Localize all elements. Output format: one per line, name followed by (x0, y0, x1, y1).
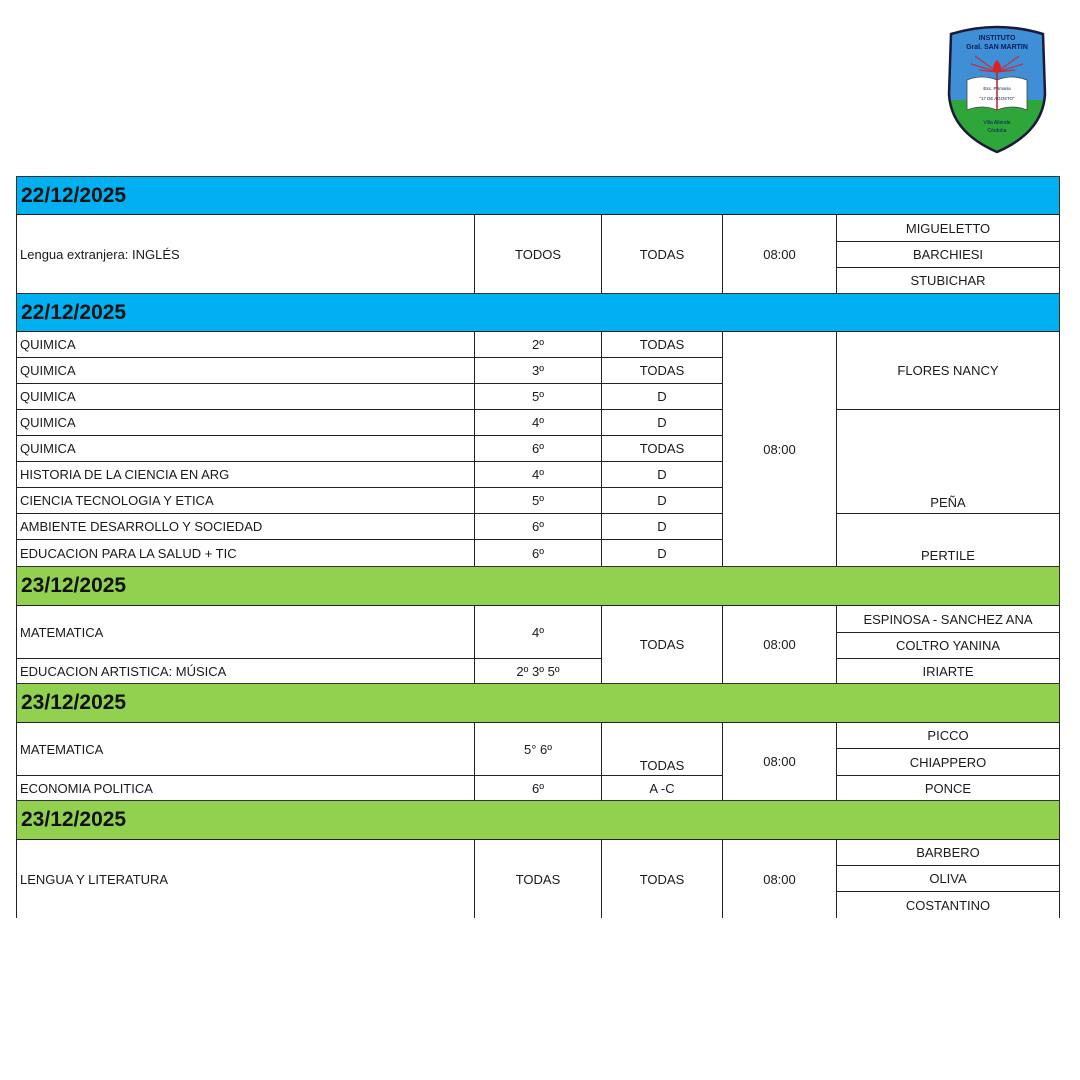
course-cell: TODAS (474, 839, 602, 918)
teacher-cell: COLTRO YANINA (836, 632, 1060, 659)
course-cell: 2º (474, 331, 602, 358)
division-cell: TODAS (601, 357, 723, 384)
time-cell: 08:00 (722, 331, 837, 567)
teacher-cell: PERTILE (836, 513, 1060, 567)
teacher-cell: BARBERO (836, 839, 1060, 866)
course-cell: 4º (474, 605, 602, 659)
teacher-cell: PONCE (836, 775, 1060, 801)
course-cell: 4º (474, 461, 602, 488)
division-cell: TODAS (601, 839, 723, 918)
course-cell: 6º (474, 775, 602, 801)
subject-cell: ECONOMIA POLITICA (16, 775, 475, 801)
subject-cell: CIENCIA TECNOLOGIA Y ETICA (16, 487, 475, 514)
subject-cell: AMBIENTE DESARROLLO Y SOCIEDAD (16, 513, 475, 540)
subject-cell: HISTORIA DE LA CIENCIA EN ARG (16, 461, 475, 488)
date-header: 22/12/2025 (16, 176, 1060, 215)
course-cell: 6º (474, 435, 602, 462)
subject-cell: QUIMICA (16, 357, 475, 384)
time-cell: 08:00 (722, 722, 837, 801)
teacher-cell: COSTANTINO (836, 891, 1060, 918)
division-cell: TODAS (601, 214, 723, 294)
school-crest-logo (945, 24, 1049, 154)
subject-cell: MATEMATICA (16, 722, 475, 776)
division-cell: TODAS (601, 722, 723, 776)
date-header: 23/12/2025 (16, 566, 1060, 606)
division-cell: D (601, 461, 723, 488)
subject-cell: EDUCACION ARTISTICA: MÚSICA (16, 658, 475, 684)
teacher-cell: STUBICHAR (836, 267, 1060, 294)
course-cell: 4º (474, 409, 602, 436)
teacher-cell: CHIAPPERO (836, 748, 1060, 776)
division-cell: TODAS (601, 435, 723, 462)
division-cell: D (601, 487, 723, 514)
date-header: 23/12/2025 (16, 800, 1060, 840)
teacher-cell: MIGUELETTO (836, 214, 1060, 242)
crest-text-line1: INSTITUTO (978, 35, 1016, 42)
teacher-cell: FLORES NANCY (836, 331, 1060, 410)
crest-book-line2: "17 DE AGOSTO" (979, 96, 1015, 101)
course-cell: 5º (474, 487, 602, 514)
division-cell: D (601, 539, 723, 567)
division-cell: TODAS (601, 331, 723, 358)
course-cell: 6º (474, 513, 602, 540)
division-cell: D (601, 383, 723, 410)
crest-bottom-line2: Córdoba (987, 128, 1007, 134)
subject-cell: LENGUA Y LITERATURA (16, 839, 475, 918)
subject-cell: QUIMICA (16, 331, 475, 358)
subject-cell: QUIMICA (16, 409, 475, 436)
course-cell: 3º (474, 357, 602, 384)
subject-cell: EDUCACION PARA LA SALUD + TIC (16, 539, 475, 567)
subject-cell: QUIMICA (16, 383, 475, 410)
course-cell: 6º (474, 539, 602, 567)
division-cell: D (601, 409, 723, 436)
time-cell: 08:00 (722, 214, 837, 294)
time-cell: 08:00 (722, 839, 837, 918)
subject-cell: MATEMATICA (16, 605, 475, 659)
teacher-cell: OLIVA (836, 865, 1060, 892)
date-header: 22/12/2025 (16, 293, 1060, 332)
crest-text-line2: Gral. SAN MARTIN (966, 44, 1028, 51)
division-cell: TODAS (601, 605, 723, 684)
course-cell: 5º (474, 383, 602, 410)
date-header: 23/12/2025 (16, 683, 1060, 723)
subject-cell: Lengua extranjera: INGLÉS (16, 214, 475, 294)
division-cell: A -C (601, 775, 723, 801)
division-cell: D (601, 513, 723, 540)
course-cell: 2º 3º 5º (474, 658, 602, 684)
teacher-cell: PICCO (836, 722, 1060, 749)
teacher-cell: IRIARTE (836, 658, 1060, 684)
subject-cell: QUIMICA (16, 435, 475, 462)
time-cell: 08:00 (722, 605, 837, 684)
course-cell: TODOS (474, 214, 602, 294)
crest-bottom-line1: Villa Allende (983, 120, 1011, 126)
course-cell: 5° 6º (474, 722, 602, 776)
teacher-cell: PEÑA (836, 409, 1060, 514)
crest-book-line1: Esc. Primaria (983, 86, 1011, 91)
teacher-cell: BARCHIESI (836, 241, 1060, 268)
teacher-cell: ESPINOSA - SANCHEZ ANA (836, 605, 1060, 633)
